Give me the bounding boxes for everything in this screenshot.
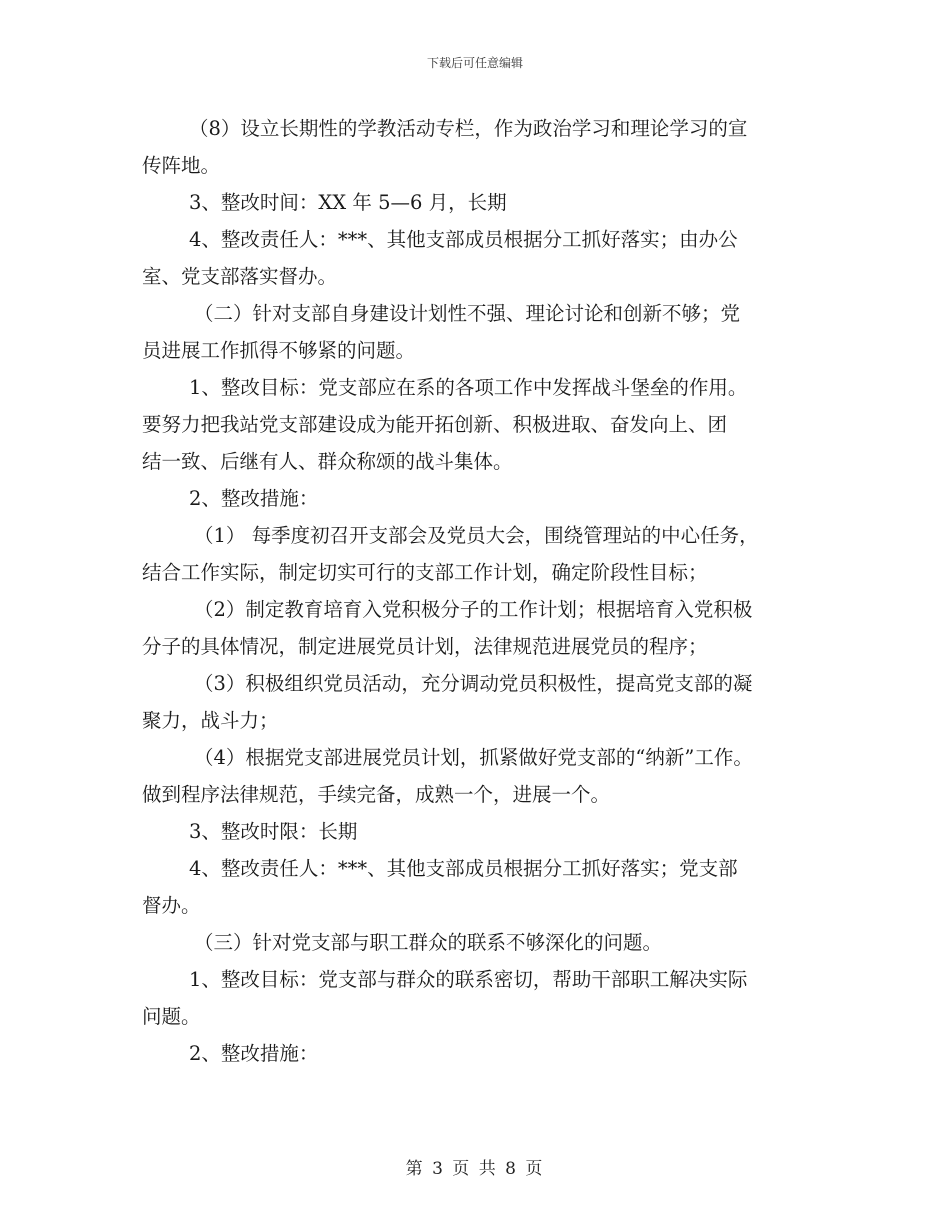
paragraph-line: 3、整改时限：长期 (189, 820, 358, 843)
paragraph-line: 要努力把我站党支部建设成为能开拓创新、积极进取、奋发向上、团 (142, 413, 728, 436)
paragraph-line: 问题。 (142, 1005, 201, 1028)
paragraph-line: （三）针对党支部与职工群众的联系不够深化的问题。 (194, 931, 663, 954)
paragraph-line: 2、整改措施： (189, 487, 319, 510)
paragraph-line: 3、整改时间：XX 年 5—6 月，长期 (189, 191, 507, 214)
paragraph-line: 4、整改责任人：***、其他支部成员根据分工抓好落实；由办公 (189, 228, 738, 251)
paragraph-line: （8）设立长期性的学教活动专栏，作为政治学习和理论学习的宣 (189, 117, 748, 140)
paragraph-line: 结一致、后继有人、群众称颂的战斗集体。 (142, 450, 513, 473)
paragraph-line: （2）制定教育培育入党积极分子的工作计划；根据培育入党积极 (194, 598, 753, 621)
paragraph-line: 结合工作实际，制定切实可行的支部工作计划，确定阶段性目标； (142, 561, 708, 584)
paragraph-line: 2、整改措施： (189, 1042, 319, 1065)
paragraph-line: （4）根据党支部进展党员计划，抓紧做好党支部的“纳新”工作。 (194, 746, 753, 769)
paragraph-line: （3）积极组织党员活动，充分调动党员积极性，提高党支部的凝 (194, 672, 753, 695)
paragraph-line: 传阵地。 (142, 154, 221, 177)
paragraph-line: 室、党支部落实督办。 (142, 265, 338, 288)
page-number: 第 3 页 共 8 页 (405, 1159, 545, 1179)
paragraph-line: 督办。 (142, 894, 201, 917)
page-header: 下载后可任意编辑 (426, 56, 523, 70)
document-body (142, 110, 822, 1072)
paragraph-line: 分子的具体情况，制定进展党员计划，法律规范进展党员的程序； (142, 635, 708, 658)
paragraph-line: 4、整改责任人：***、其他支部成员根据分工抓好落实；党支部 (189, 857, 738, 880)
paragraph-line: 1、整改目标：党支部应在系的各项工作中发挥战斗堡垒的作用。 (189, 376, 748, 399)
paragraph-line: 聚力，战斗力； (142, 709, 279, 732)
paragraph-line: 1、整改目标：党支部与群众的联系密切，帮助干部职工解决实际 (189, 968, 748, 991)
paragraph-line: 做到程序法律规范，手续完备，成熟一个，进展一个。 (142, 783, 611, 806)
paragraph-line: 员进展工作抓得不够紧的问题。 (142, 339, 416, 362)
paragraph-line: （1） 每季度初召开支部会及党员大会，围绕管理站的中心任务， (194, 524, 759, 547)
paragraph-line: （二）针对支部自身建设计划性不强、理论讨论和创新不够；党 (194, 302, 741, 325)
